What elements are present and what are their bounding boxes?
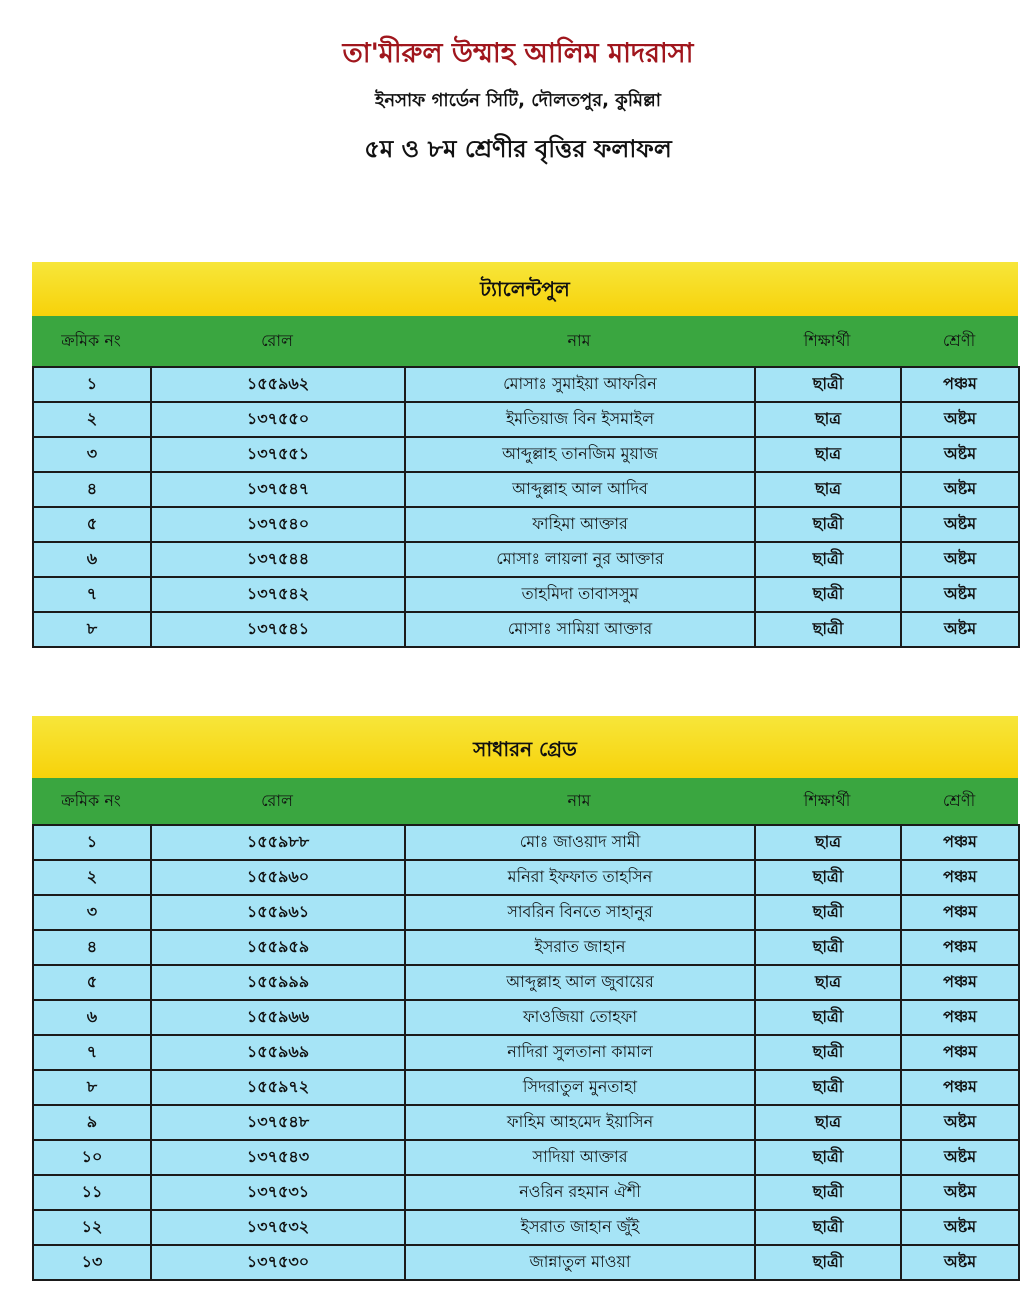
cell-name: নওরিন রহমান ঐশী xyxy=(405,1175,755,1210)
table-row xyxy=(33,1210,1019,1245)
table-row xyxy=(33,507,1019,542)
cell-serial: ৫ xyxy=(33,507,151,542)
cell-student: ছাত্রী xyxy=(755,1035,901,1070)
cell-serial: ৬ xyxy=(33,542,151,577)
cell-student: ছাত্রী xyxy=(755,1000,901,1035)
cell-student: ছাত্রী xyxy=(755,860,901,895)
table-row xyxy=(33,1140,1019,1175)
table-row xyxy=(33,860,1019,895)
cell-serial: ১০ xyxy=(33,1140,151,1175)
cell-class: অষ্টম xyxy=(901,402,1019,437)
cell-serial: ১৩ xyxy=(33,1245,151,1280)
general-grade-rows xyxy=(33,825,1019,1280)
talentpool-rows xyxy=(33,367,1019,647)
table-row xyxy=(33,1035,1019,1070)
cell-student: ছাত্রী xyxy=(755,1070,901,1105)
cell-student: ছাত্রী xyxy=(755,1140,901,1175)
cell-student: ছাত্রী xyxy=(755,895,901,930)
cell-student: ছাত্রী xyxy=(755,1245,901,1280)
cell-roll: ১৩৭৫৫০ xyxy=(151,402,405,437)
table-row xyxy=(33,1175,1019,1210)
table-row xyxy=(33,825,1019,860)
cell-serial: ৩ xyxy=(33,895,151,930)
cell-name: ফাওজিয়া তোহফা xyxy=(405,1000,755,1035)
talentpool-heading: ট্যালেন্টপুল xyxy=(32,262,1018,316)
cell-name: আব্দুল্লাহ তানজিম মুয়াজ xyxy=(405,437,755,472)
cell-roll: ১৩৭৫৫১ xyxy=(151,437,405,472)
cell-name: মোসাঃ সুমাইয়া আফরিন xyxy=(405,367,755,402)
table-row xyxy=(33,930,1019,965)
table-row xyxy=(33,402,1019,437)
cell-serial: ১২ xyxy=(33,1210,151,1245)
cell-roll: ১৩৭৫৩১ xyxy=(151,1175,405,1210)
cell-name: ফাহিমা আক্তার xyxy=(405,507,755,542)
table-row xyxy=(33,965,1019,1000)
cell-student: ছাত্রী xyxy=(755,612,901,647)
talentpool-section xyxy=(32,262,1018,648)
cell-student: ছাত্র xyxy=(755,402,901,437)
cell-roll: ১৩৭৫৩০ xyxy=(151,1245,405,1280)
institution-title: তা'মীরুল উম্মাহ আলিম মাদরাসা xyxy=(342,38,694,69)
column-header-roll: রোল xyxy=(261,790,293,810)
cell-serial: ২ xyxy=(33,860,151,895)
cell-roll: ১৫৫৯৬৬ xyxy=(151,1000,405,1035)
general-grade-column-headers xyxy=(32,778,1018,824)
cell-serial: ১ xyxy=(33,825,151,860)
column-header-student: শিক্ষার্থী xyxy=(803,330,851,350)
cell-class: পঞ্চম xyxy=(901,895,1019,930)
general-grade-table xyxy=(32,824,1020,1281)
table-row xyxy=(33,472,1019,507)
cell-name: জান্নাতুল মাওয়া xyxy=(405,1245,755,1280)
cell-roll: ১৫৫৯৮৮ xyxy=(151,825,405,860)
cell-student: ছাত্রী xyxy=(755,1210,901,1245)
cell-roll: ১৫৫৯৫৯ xyxy=(151,930,405,965)
cell-class: অষ্টম xyxy=(901,612,1019,647)
cell-class: অষ্টম xyxy=(901,1175,1019,1210)
cell-name: মোসাঃ লায়লা নুর আক্তার xyxy=(405,542,755,577)
column-header-student: শিক্ষার্থী xyxy=(803,790,851,810)
cell-name: ফাহিম আহমেদ ইয়াসিন xyxy=(405,1105,755,1140)
cell-roll: ১৫৫৯৬২ xyxy=(151,367,405,402)
cell-name: ইমতিয়াজ বিন ইসমাইল xyxy=(405,402,755,437)
general-grade-heading: সাধারন গ্রেড xyxy=(32,716,1018,778)
cell-roll: ১৩৭৫৪১ xyxy=(151,612,405,647)
cell-class: পঞ্চম xyxy=(901,1000,1019,1035)
cell-serial: ৪ xyxy=(33,472,151,507)
cell-roll: ১৩৭৫৪৩ xyxy=(151,1140,405,1175)
column-header-name: নাম xyxy=(567,790,591,810)
institution-address: ইনসাফ গার্ডেন সিটি, দৌলতপুর, কুমিল্লা xyxy=(374,90,662,111)
cell-serial: ৩ xyxy=(33,437,151,472)
cell-serial: ৮ xyxy=(33,612,151,647)
cell-serial: ২ xyxy=(33,402,151,437)
table-row xyxy=(33,1070,1019,1105)
cell-serial: ৫ xyxy=(33,965,151,1000)
talentpool-table xyxy=(32,366,1020,648)
cell-class: পঞ্চম xyxy=(901,860,1019,895)
cell-class: অষ্টম xyxy=(901,577,1019,612)
column-header-roll: রোল xyxy=(261,330,293,350)
cell-student: ছাত্র xyxy=(755,965,901,1000)
table-row xyxy=(33,1105,1019,1140)
cell-class: অষ্টম xyxy=(901,472,1019,507)
cell-class: পঞ্চম xyxy=(901,965,1019,1000)
table-row xyxy=(33,612,1019,647)
cell-serial: ৭ xyxy=(33,1035,151,1070)
cell-name: সাবরিন বিনতে সাহানুর xyxy=(405,895,755,930)
table-row xyxy=(33,542,1019,577)
cell-student: ছাত্রী xyxy=(755,542,901,577)
cell-serial: ৪ xyxy=(33,930,151,965)
cell-class: পঞ্চম xyxy=(901,1070,1019,1105)
cell-class: অষ্টম xyxy=(901,1210,1019,1245)
cell-serial: ৭ xyxy=(33,577,151,612)
cell-class: পঞ্চম xyxy=(901,1035,1019,1070)
cell-student: ছাত্রী xyxy=(755,367,901,402)
cell-name: নাদিরা সুলতানা কামাল xyxy=(405,1035,755,1070)
cell-name: আব্দুল্লাহ আল জুবায়ের xyxy=(405,965,755,1000)
cell-class: অষ্টম xyxy=(901,437,1019,472)
cell-name: আব্দুল্লাহ আল আদিব xyxy=(405,472,755,507)
cell-class: অষ্টম xyxy=(901,507,1019,542)
cell-name: মোসাঃ সামিয়া আক্তার xyxy=(405,612,755,647)
cell-student: ছাত্র xyxy=(755,437,901,472)
talentpool-column-headers xyxy=(32,316,1018,366)
cell-name: ইসরাত জাহান জুঁই xyxy=(405,1210,755,1245)
cell-roll: ১৩৭৫৪২ xyxy=(151,577,405,612)
cell-roll: ১৫৫৯৭২ xyxy=(151,1070,405,1105)
cell-class: অষ্টম xyxy=(901,1140,1019,1175)
cell-roll: ১৩৭৫৩২ xyxy=(151,1210,405,1245)
column-header-class: শ্রেণী xyxy=(942,330,976,350)
cell-name: মনিরা ইফফাত তাহসিন xyxy=(405,860,755,895)
cell-student: ছাত্রী xyxy=(755,577,901,612)
cell-class: পঞ্চম xyxy=(901,367,1019,402)
table-row xyxy=(33,1245,1019,1280)
cell-student: ছাত্র xyxy=(755,472,901,507)
cell-class: অষ্টম xyxy=(901,542,1019,577)
cell-name: মোঃ জাওয়াদ সামী xyxy=(405,825,755,860)
cell-roll: ১৩৭৫৪৭ xyxy=(151,472,405,507)
cell-class: পঞ্চম xyxy=(901,825,1019,860)
cell-serial: ৬ xyxy=(33,1000,151,1035)
cell-roll: ১৩৭৫৪৪ xyxy=(151,542,405,577)
cell-student: ছাত্রী xyxy=(755,1175,901,1210)
cell-student: ছাত্রী xyxy=(755,930,901,965)
table-row xyxy=(33,895,1019,930)
cell-roll: ১৫৫৯৬১ xyxy=(151,895,405,930)
cell-class: অষ্টম xyxy=(901,1105,1019,1140)
cell-roll: ১৫৫৯৯৯ xyxy=(151,965,405,1000)
cell-student: ছাত্রী xyxy=(755,507,901,542)
cell-roll: ১৩৭৫৪৮ xyxy=(151,1105,405,1140)
cell-name: তাহমিদা তাবাসসুম xyxy=(405,577,755,612)
table-row xyxy=(33,1000,1019,1035)
cell-class: অষ্টম xyxy=(901,1245,1019,1280)
cell-serial: ১ xyxy=(33,367,151,402)
general-grade-section xyxy=(32,716,1018,1281)
cell-roll: ১৫৫৯৬৯ xyxy=(151,1035,405,1070)
cell-serial: ৯ xyxy=(33,1105,151,1140)
cell-student: ছাত্র xyxy=(755,1105,901,1140)
cell-roll: ১৫৫৯৬০ xyxy=(151,860,405,895)
cell-name: সাদিয়া আক্তার xyxy=(405,1140,755,1175)
cell-serial: ৮ xyxy=(33,1070,151,1105)
column-header-serial: ক্রমিক নং xyxy=(61,330,121,350)
cell-serial: ১১ xyxy=(33,1175,151,1210)
table-row xyxy=(33,577,1019,612)
cell-class: পঞ্চম xyxy=(901,930,1019,965)
column-header-class: শ্রেণী xyxy=(942,790,976,810)
column-header-serial: ক্রমিক নং xyxy=(61,790,121,810)
result-title: ৫ম ও ৮ম শ্রেণীর বৃত্তির ফলাফল xyxy=(364,135,672,163)
cell-roll: ১৩৭৫৪০ xyxy=(151,507,405,542)
document-header xyxy=(0,30,1036,174)
cell-name: ইসরাত জাহান xyxy=(405,930,755,965)
table-row xyxy=(33,437,1019,472)
table-row xyxy=(33,367,1019,402)
cell-name: সিদরাতুল মুনতাহা xyxy=(405,1070,755,1105)
cell-student: ছাত্র xyxy=(755,825,901,860)
column-header-name: নাম xyxy=(567,330,591,350)
